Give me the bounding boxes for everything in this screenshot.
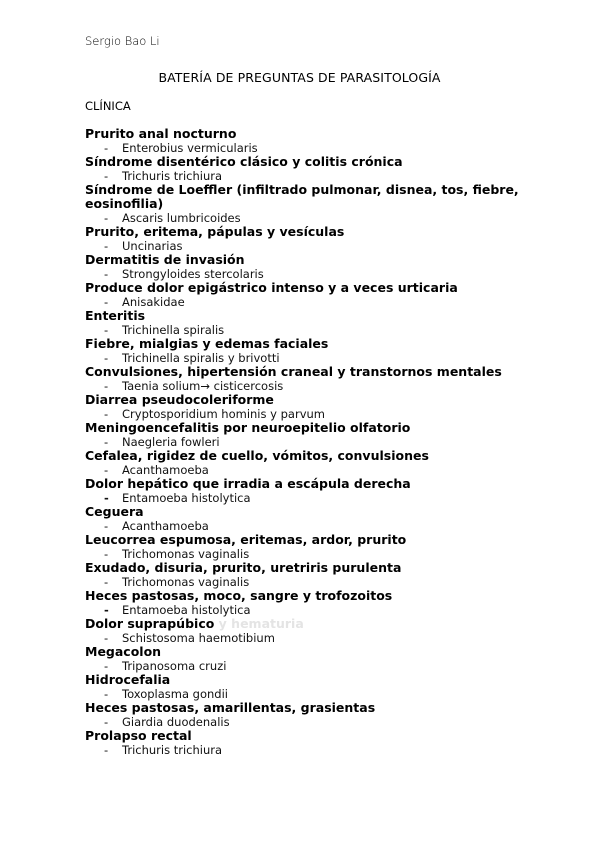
answer-text: Trichuris trichiura — [122, 169, 223, 183]
list-bullet: - — [104, 407, 109, 421]
qa-entry — [85, 421, 565, 449]
answer-item — [85, 603, 565, 617]
qa-entry — [85, 589, 565, 617]
answer-text: Giardia duodenalis — [122, 715, 230, 729]
answer-text: Enterobius vermicularis — [122, 141, 258, 155]
answer-item — [85, 169, 565, 183]
question-text — [85, 589, 565, 603]
answer-text: Toxoplasma gondii — [122, 687, 228, 701]
answer-text: Acanthamoeba — [122, 463, 209, 477]
question-main: Megacolon — [85, 644, 162, 659]
answer-text: Trichomonas vaginalis — [122, 547, 250, 561]
question-main: Prurito anal nocturno — [85, 126, 237, 141]
list-bullet: - — [104, 267, 109, 281]
qa-entry — [85, 561, 565, 589]
list-bullet: - — [104, 379, 109, 393]
answer-item — [85, 295, 565, 309]
qa-entry — [85, 365, 565, 393]
answer-item — [85, 491, 565, 505]
question-main: Prurito, eritema, pápulas y vesículas — [85, 224, 345, 239]
answer-item — [85, 659, 565, 673]
question-text — [85, 673, 565, 687]
qa-entry — [85, 673, 565, 701]
question-text — [85, 393, 565, 407]
answer-text: Cryptosporidium hominis y parvum — [122, 407, 325, 421]
question-text — [85, 365, 565, 379]
question-main: Cefalea, rigidez de cuello, vómitos, convulsiones — [85, 448, 429, 463]
question-text — [85, 533, 565, 547]
answer-item — [85, 743, 565, 757]
answer-text: Trichomonas vaginalis — [122, 575, 250, 589]
qa-entry — [85, 729, 565, 757]
question-text — [85, 337, 565, 351]
question-text — [85, 281, 565, 295]
answer-item — [85, 687, 565, 701]
list-bullet: - — [104, 519, 109, 533]
list-bullet: - — [104, 323, 109, 337]
list-bullet: - — [104, 603, 109, 617]
question-main: Dolor hepático que irradia a escápula derecha — [85, 476, 411, 491]
answer-item — [85, 575, 565, 589]
qa-entry — [85, 309, 565, 337]
answer-text: Naegleria fowleri — [122, 435, 220, 449]
answer-item — [85, 239, 565, 253]
answer-item — [85, 379, 565, 393]
answer-text: Tripanosoma cruzi — [122, 659, 227, 673]
question-main: Diarrea pseudocoleriforme — [85, 392, 274, 407]
answer-text: Trichuris trichiura — [122, 743, 223, 757]
question-main: Síndrome de Loeffler (infiltrado pulmonar, disnea, tos, fiebre, eosinofilia) — [85, 182, 519, 211]
question-text — [85, 253, 565, 267]
question-main: Síndrome disentérico clásico y colitis crónica — [85, 154, 403, 169]
answer-text: Anisakidae — [122, 295, 185, 309]
list-bullet: - — [104, 463, 109, 477]
qa-entry — [85, 337, 565, 365]
question-main: Exudado, disuria, prurito, uretriris purulenta — [85, 560, 402, 575]
answer-item — [85, 435, 565, 449]
answer-text: Strongyloides stercolaris — [122, 267, 264, 281]
author-name: Sergio Bao Li — [85, 34, 160, 48]
qa-entry — [85, 253, 565, 281]
answer-text: Entamoeba histolytica — [122, 603, 251, 617]
qa-entry — [85, 505, 565, 533]
qa-entry — [85, 701, 565, 729]
qa-entry — [85, 449, 565, 477]
question-main: Hidrocefalia — [85, 672, 171, 687]
list-bullet: - — [104, 687, 109, 701]
question-text — [85, 155, 565, 169]
question-main: Dolor suprapúbico — [85, 616, 215, 631]
qa-entry — [85, 533, 565, 561]
answer-item — [85, 267, 565, 281]
question-main: Fiebre, mialgias y edemas faciales — [85, 336, 329, 351]
question-text — [85, 729, 565, 743]
question-text — [85, 225, 565, 239]
list-bullet: - — [104, 295, 109, 309]
list-bullet: - — [104, 351, 109, 365]
list-bullet: - — [104, 491, 109, 505]
document-title: BATERÍA DE PREGUNTAS DE PARASITOLOGÍA — [158, 70, 441, 85]
answer-text: Trichinella spiralis — [122, 323, 225, 337]
answer-item — [85, 631, 565, 645]
question-main: Prolapso rectal — [85, 728, 192, 743]
list-bullet: - — [104, 141, 109, 155]
question-text — [85, 701, 565, 715]
list-bullet: - — [104, 743, 109, 757]
list-bullet: - — [104, 239, 109, 253]
qa-entry — [85, 127, 565, 155]
question-answer-list — [85, 127, 565, 757]
question-text — [85, 421, 565, 435]
question-main: Heces pastosas, moco, sangre y trofozoitos — [85, 588, 393, 603]
question-text — [85, 183, 565, 211]
answer-text: Ascaris lumbricoides — [122, 211, 241, 225]
question-main: Meningoencefalitis por neuroepitelio olfatorio — [85, 420, 411, 435]
question-text — [85, 477, 565, 491]
question-main: Enteritis — [85, 308, 146, 323]
list-bullet: - — [104, 715, 109, 729]
question-text — [85, 127, 565, 141]
qa-entry — [85, 477, 565, 505]
list-bullet: - — [104, 547, 109, 561]
question-main: Ceguera — [85, 504, 144, 519]
answer-item — [85, 323, 565, 337]
list-bullet: - — [104, 211, 109, 225]
qa-entry — [85, 645, 565, 673]
answer-text: Acanthamoeba — [122, 519, 209, 533]
qa-entry — [85, 155, 565, 183]
qa-entry — [85, 617, 565, 645]
question-text — [85, 561, 565, 575]
qa-entry — [85, 281, 565, 309]
section-heading: CLÍNICA — [85, 99, 131, 113]
answer-text: Schistosoma haemotibium — [122, 631, 275, 645]
list-bullet: - — [104, 631, 109, 645]
answer-item — [85, 463, 565, 477]
answer-text: Taenia solium→ cisticercosis — [122, 379, 284, 393]
answer-text: Entamoeba histolytica — [122, 491, 251, 505]
question-text — [85, 617, 565, 631]
answer-text: Trichinella spiralis y brivotti — [122, 351, 280, 365]
list-bullet: - — [104, 575, 109, 589]
question-text — [85, 505, 565, 519]
question-text — [85, 645, 565, 659]
list-bullet: - — [104, 435, 109, 449]
list-bullet: - — [104, 169, 109, 183]
answer-item — [85, 519, 565, 533]
question-text — [85, 309, 565, 323]
question-main: Convulsiones, hipertensión craneal y transtornos mentales — [85, 364, 502, 379]
answer-item — [85, 211, 565, 225]
question-main: Produce dolor epigástrico intenso y a veces urticaria — [85, 280, 458, 295]
question-main: Dermatitis de invasión — [85, 252, 245, 267]
answer-item — [85, 715, 565, 729]
qa-entry — [85, 183, 565, 225]
answer-item — [85, 141, 565, 155]
answer-text: Uncinarias — [122, 239, 183, 253]
question-text — [85, 449, 565, 463]
question-main: Leucorrea espumosa, eritemas, ardor, prurito — [85, 532, 407, 547]
answer-item — [85, 407, 565, 421]
qa-entry — [85, 225, 565, 253]
question-main: Heces pastosas, amarillentas, grasientas — [85, 700, 376, 715]
answer-item — [85, 547, 565, 561]
question-faded-text: y hematuria — [214, 616, 304, 631]
qa-entry — [85, 393, 565, 421]
answer-item — [85, 351, 565, 365]
list-bullet: - — [104, 659, 109, 673]
